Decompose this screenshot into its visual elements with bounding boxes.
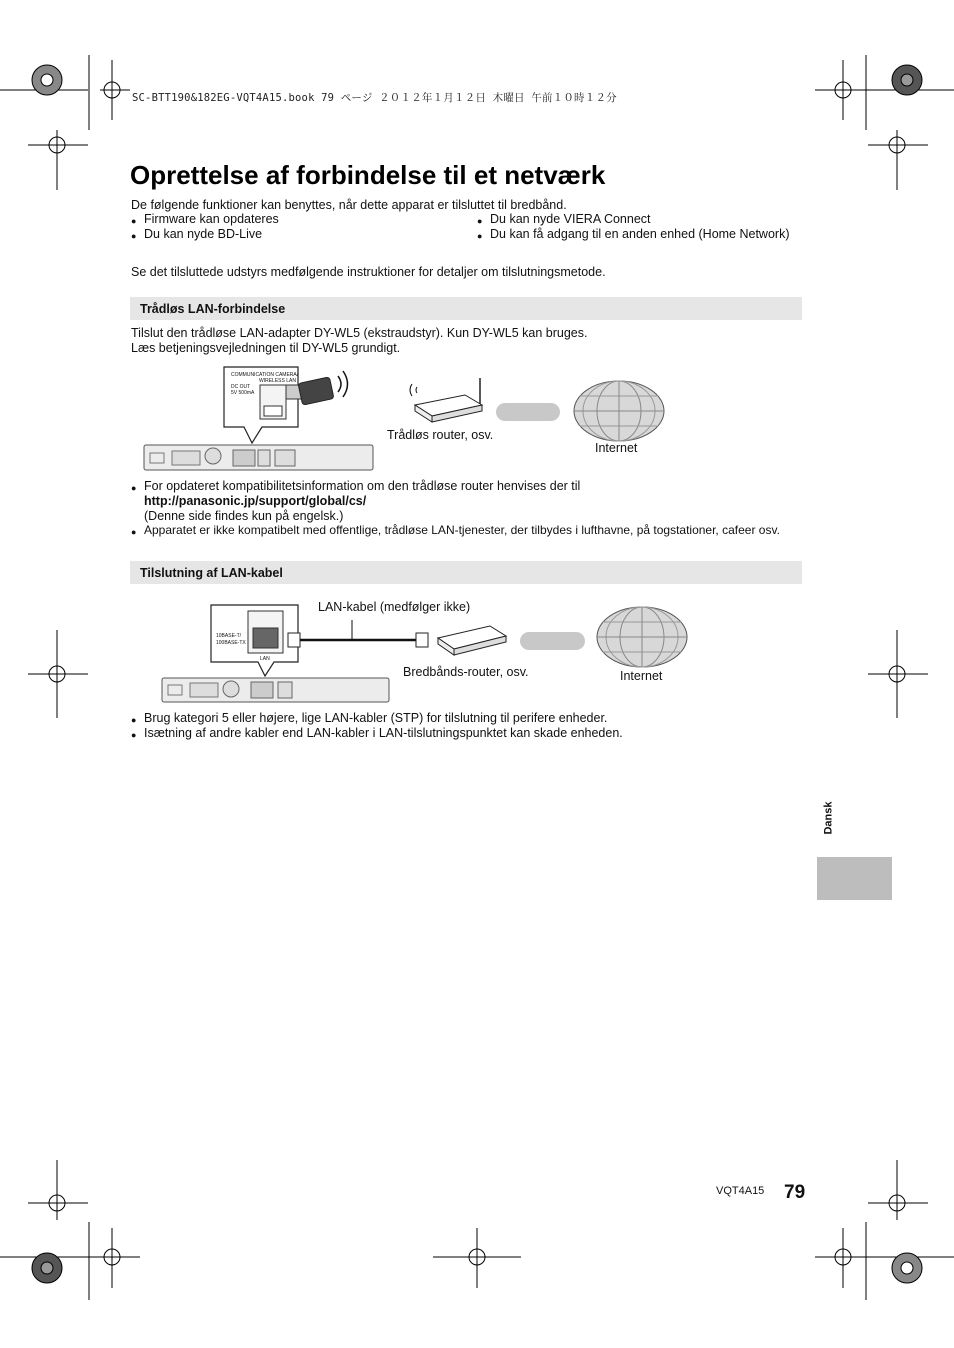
- lan-note: ● Isætning af andre kabler end LAN-kabler i LAN-tilslutningspunktet kan skade enheden.: [144, 726, 623, 741]
- page-number: 79: [784, 1182, 806, 1203]
- lan-note: ● Brug kategori 5 eller højere, lige LAN-kabler (STP) for tilslutning til perifere enheder.: [144, 711, 607, 726]
- dc-label: DC OUT: [231, 384, 251, 390]
- document-code: VQT4A15: [716, 1185, 765, 1197]
- feature-item: ● Du kan nyde VIERA Connect: [490, 212, 651, 227]
- feature-item: ● Firmware kan opdateres: [144, 212, 279, 227]
- wireless-line-2: Læs betjeningsvejledningen til DY-WL5 grundigt.: [131, 341, 401, 355]
- broadband-router-icon: [438, 626, 506, 655]
- router-label: Bredbånds-router, osv.: [403, 665, 529, 679]
- language-tab: [817, 857, 892, 900]
- dc-label: 5V 500mA: [231, 390, 255, 396]
- port-label: COMMUNICATION CAMERA/: [231, 372, 299, 378]
- feature-item: ● Du kan nyde BD-Live: [144, 227, 262, 242]
- internet-label: Internet: [595, 441, 638, 455]
- lan-port-label: 100BASE-TX: [216, 640, 246, 646]
- support-url[interactable]: http://panasonic.jp/support/global/cs/: [144, 494, 367, 508]
- intro-text: De følgende funktioner kan benyttes, når dette apparat er tilsluttet til bredbånd.: [131, 198, 567, 212]
- feature-item: ● Du kan få adgang til en anden enhed (Home Network): [490, 227, 790, 242]
- section-heading-lan: Tilslutning af LAN-kabel: [130, 561, 802, 584]
- wireless-note: ● Apparatet er ikke kompatibelt med offentlige, trådløse LAN-tjenester, der tilbydes i lufthavne, på togstationer, cafeer osv.: [144, 523, 780, 538]
- router-label: Trådløs router, osv.: [387, 428, 494, 442]
- language-tab-label: Dansk: [822, 801, 835, 835]
- connection-pill: [520, 632, 585, 650]
- book-header-line: SC-BTT190&182EG-VQT4A15.book 79 ページ ２０１２年１月１２日 木曜日 午前１０時１２分: [132, 92, 617, 104]
- lan-cable-label: LAN-kabel (medfølger ikke): [318, 600, 471, 614]
- internet-label: Internet: [620, 669, 663, 683]
- instructions-note: Se det tilsluttede udstyrs medfølgende instruktioner for detaljer om tilslutningsmetode.: [131, 265, 606, 279]
- page-title: Oprettelse af forbindelse til et netværk: [130, 160, 606, 190]
- port-label: WIRELESS LAN: [259, 378, 296, 384]
- wireless-note-english: (Denne side findes kun på engelsk.): [144, 509, 344, 523]
- lan-port-label: 10BASE-T/: [216, 633, 242, 639]
- section-heading-wireless: Trådløs LAN-forbindelse: [130, 297, 802, 320]
- internet-globe-icon: [597, 607, 687, 667]
- wireless-line-1: Tilslut den trådløse LAN-adapter DY-WL5 (ekstraudstyr). Kun DY-WL5 kan bruges.: [131, 326, 588, 340]
- wireless-note: ● For opdateret kompatibilitetsinformation om den trådløse router henvises der til: [144, 479, 580, 494]
- lan-port-label: LAN: [260, 656, 270, 662]
